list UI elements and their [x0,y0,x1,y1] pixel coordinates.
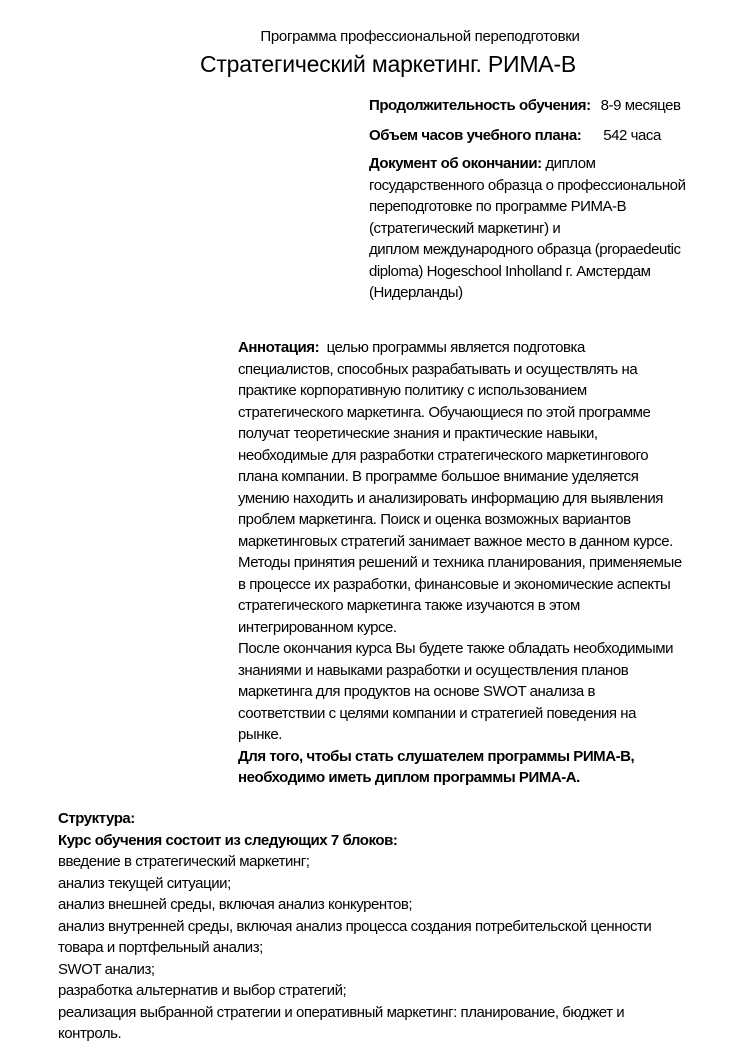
duration-label: Продолжительность обучения: [369,97,591,114]
annotation-line: специалистов, способных разрабатывать и осуществлять на [238,360,638,378]
hours-label: Объем часов учебного плана: [369,127,582,144]
program-title: Стратегический маркетинг. РИМА-В [199,51,577,77]
structure-block [58,808,733,1045]
structure-item: анализ текущей ситуации; [58,874,231,892]
document-text-line: (стратегический маркетинг) и [369,219,561,237]
structure-item: анализ внутренней среды, включая анализ процесса создания потребительской ценности [58,917,652,935]
document-text-line: диплом международного образца (propaedeutic [369,241,681,258]
annotation-line: стратегического маркетинга также изучаются в этом [238,597,580,614]
structure-subheading: Курс обучения состоит из следующих 7 блоков: [58,831,398,849]
annotation-line: проблем маркетинга. Поиск и оценка возможных вариантов [238,511,631,528]
structure-item: реализация выбранной стратегии и оперативный маркетинг: планирование, бюджет и [58,1003,625,1021]
structure-item: анализ внешней среды, включая анализ конкурентов; [58,896,413,913]
annotation-line: в процессе их разработки, финансовые и экономические аспекты [238,575,671,593]
annotation-label: Аннотация: [238,339,320,356]
annotation-line: соответствии с целями компании и стратегией поведения на [238,704,637,722]
structure-item: разработка альтернатив и выбор стратегий; [58,982,347,999]
document-text-line: переподготовке по программе РИМА-В [369,198,627,215]
document-text-line: диплом [545,155,596,172]
structure-item: контроль. [58,1025,122,1042]
document-text-line: diploma) Hogeschool Inholland г. Амстердам [369,262,651,280]
structure-item: товара и портфельный анализ; [58,939,263,956]
annotation-line: необходимые для разработки стратегического маркетингового [238,446,649,464]
document-text-line: (Нидерланды) [369,284,463,301]
annotation-line: интегрированном курсе. [238,618,397,636]
hours-row [369,125,729,147]
annotation-line: плана компании. В программе большое внимание уделяется [238,468,639,485]
annotation-line: рынке. [238,726,282,743]
structure-heading: Структура: [58,810,135,827]
hours-value: 542 часа [603,127,661,144]
annotation-line: стратегического маркетинга. Обучающиеся по этой программе [238,403,651,421]
annotation-line: маркетинговых стратегий занимает важное место в данном курсе. [238,532,673,550]
program-type-subtitle: Программа профессиональной переподготовки [260,28,580,45]
requirement-line: Для того, чтобы стать слушателем программы РИМА-В, [238,747,635,765]
annotation-line: знаниями и навыками разработки и осуществления планов [238,661,629,679]
document-row [369,153,729,304]
annotation-line: получат теоретические знания и практические навыки, [238,425,598,442]
structure-item: введение в стратегический маркетинг; [58,853,310,870]
annotation-line: Аннотация: целью программы является подготовка [238,339,585,356]
structure-item: SWOT анализ; [58,960,155,978]
duration-value: 8-9 месяцев [600,97,681,114]
annotation-line: После окончания курса Вы будете также обладать необходимыми [238,640,674,657]
document-text-line: государственного образца о профессиональной [369,176,686,194]
annotation-line: Методы принятия решений и техника планирования, применяемые [238,554,682,571]
requirement-line: необходимо иметь диплом программы РИМА-А. [238,769,580,786]
annotation-line: практике корпоративную политику с использованием [238,382,587,399]
annotation-block [238,337,728,789]
annotation-line: умению находить и анализировать информацию для выявления [238,489,663,507]
annotation-line: маркетинга для продуктов на основе SWOT анализа в [238,683,596,700]
duration-row [369,95,729,117]
document-label: Документ об окончании: [369,155,542,172]
